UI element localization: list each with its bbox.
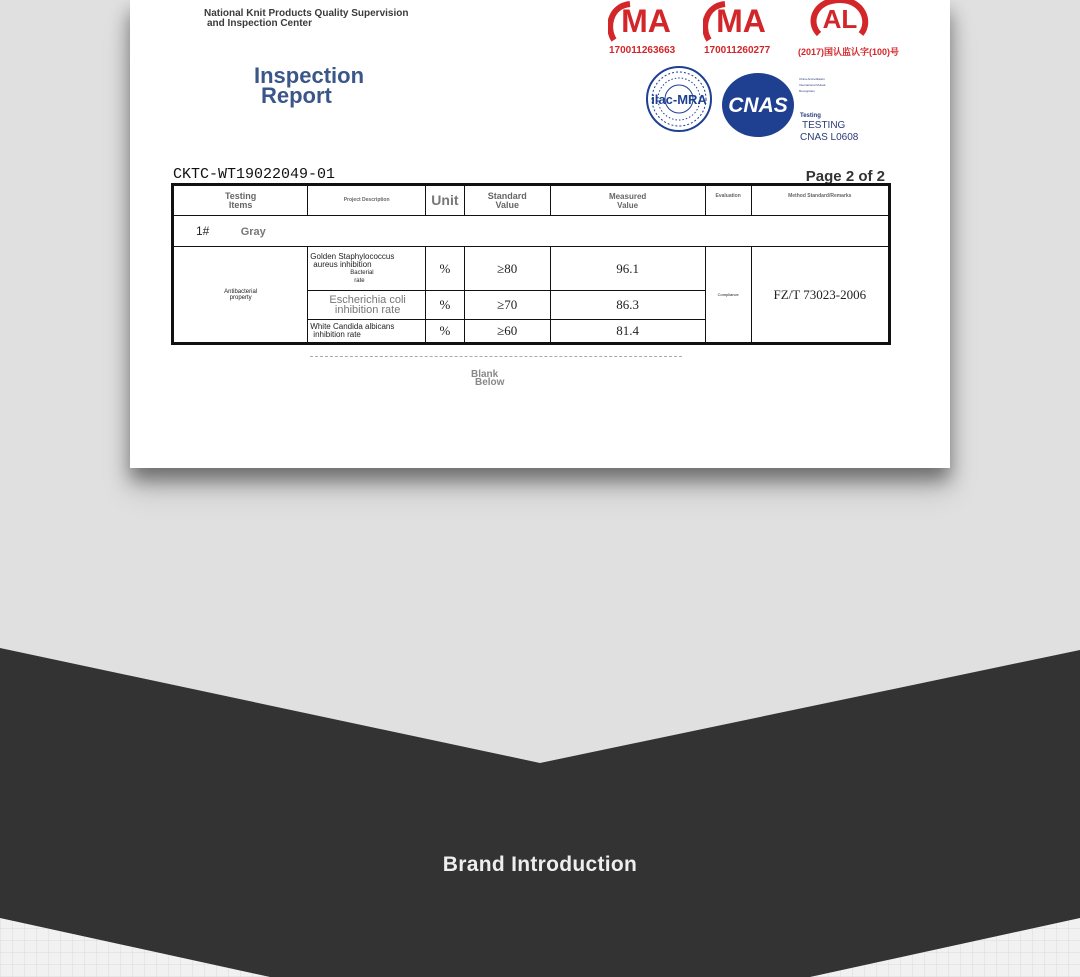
inspection-report-page <box>130 0 950 468</box>
blank-below-line1: Blank <box>471 369 499 380</box>
report-number: CKTC-WT19022049-01 <box>173 166 336 183</box>
cnas-number: CNAS L0608 <box>800 132 859 143</box>
test-name-cell: Escherichia coli inhibition rate <box>308 291 426 319</box>
property-line2: property <box>229 294 252 301</box>
cma-1-number: 170011263663 <box>609 45 676 56</box>
cal-mark: AL <box>822 4 858 34</box>
measured-value-cell: 81.4 <box>550 319 705 343</box>
header-standard-value: Standard Value <box>464 185 550 216</box>
standard-value-cell: ≥80 <box>464 247 550 291</box>
report-title-line2: Report <box>261 83 332 108</box>
sample-cell <box>173 216 890 247</box>
table-header-row <box>173 185 890 216</box>
header-unit: Unit <box>425 185 464 216</box>
test-name-cell: White Candida albicans inhibition rate <box>308 319 426 343</box>
center-name-line2: and Inspection Center <box>207 18 313 29</box>
cnas-testing-block <box>800 112 858 144</box>
cnas-side-line4: Testing <box>800 113 821 119</box>
table-row <box>173 247 890 291</box>
cnas-side-line1: China Accreditation <box>799 77 825 81</box>
header-testing-items: Testing Items <box>173 185 308 216</box>
cnas-side-line3: Recognition <box>799 89 815 93</box>
header-evaluation: Evaluation <box>705 185 751 216</box>
cnas-mark: CNAS <box>728 94 788 117</box>
header-method: Method Standard/Remarks <box>751 185 889 216</box>
cma-logo-icon <box>703 0 773 42</box>
measured-value-cell: 96.1 <box>550 247 705 291</box>
standard-value-cell: ≥60 <box>464 319 550 343</box>
measured-value-cell: 86.3 <box>550 291 705 319</box>
cnas-testing-label: TESTING <box>802 120 846 131</box>
cnas-side-line2: International Mutual <box>799 83 826 87</box>
brand-intro-banner <box>0 640 1080 977</box>
inspection-results-table <box>171 183 891 345</box>
method-cell: FZ/T 73023-2006 <box>751 247 889 344</box>
cnas-side-text <box>799 76 825 94</box>
property-cell <box>173 247 308 344</box>
inspection-center-name <box>204 9 408 29</box>
cma-2-number: 170011260277 <box>704 45 771 56</box>
cma-logo-icon <box>608 0 678 42</box>
evaluation-cell: Compliance <box>705 247 751 344</box>
page-indicator: Page 2 of 2 <box>805 168 885 185</box>
sample-color: Gray <box>240 226 266 238</box>
header-project-description: Project Description <box>308 185 426 216</box>
blank-below-note <box>471 371 504 387</box>
brand-introduction-heading: Brand Introduction <box>442 853 638 876</box>
table-row <box>173 216 890 247</box>
sample-number: 1# <box>196 224 210 238</box>
ilac-mark: ilac-MRA <box>651 92 707 107</box>
center-name-line1: National Knit Products Quality Supervision <box>204 8 409 19</box>
header-measured-value: Measured Value <box>550 185 705 216</box>
unit-cell: % <box>425 247 464 291</box>
report-title-line1: Inspection <box>254 63 365 88</box>
cma-1-mark: MA <box>621 3 671 39</box>
property-line1: Antibacterial <box>224 288 258 295</box>
cnas-logo-icon <box>720 72 796 138</box>
end-of-report-divider <box>310 356 682 357</box>
test-name-cell: Golden Staphylococcus aureus inhibition Bacterial rate <box>308 247 426 291</box>
blank-below-line2: Below <box>475 377 505 388</box>
standard-value-cell: ≥70 <box>464 291 550 319</box>
ilac-mra-logo-icon <box>645 60 713 138</box>
unit-cell: % <box>425 291 464 319</box>
cal-logo-icon <box>805 0 875 42</box>
report-title <box>254 63 365 108</box>
cal-number: (2017)国认监认字(100)号 <box>798 47 900 57</box>
unit-cell: % <box>425 319 464 343</box>
cma-2-mark: MA <box>716 3 766 39</box>
